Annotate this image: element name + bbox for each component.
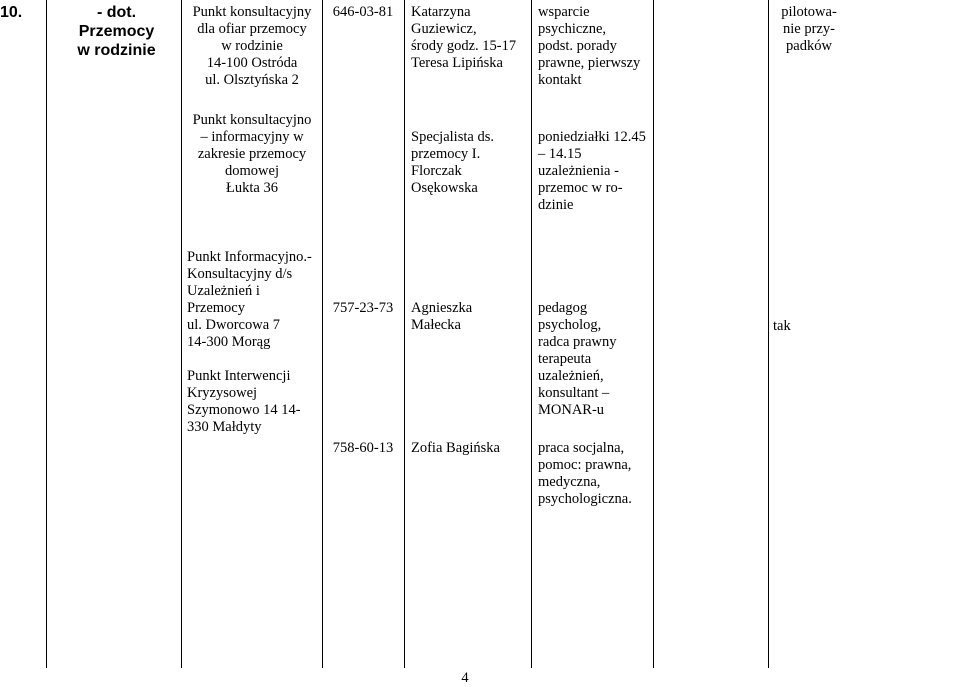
column-divider: [404, 0, 405, 668]
notes-cell: pilotowa- nie przy- padków: [781, 4, 837, 54]
services-cell: pedagog psycholog, radca prawny terapeuta uzależnień, konsultant – MONAR-u: [538, 300, 617, 418]
region-label: - dot. Przemocy w rodzinie: [77, 4, 156, 59]
institution-cell: Punkt Informacyjno.- Konsultacyjny d/s Uzależnień i Przemocy ul. Dworcowa 7 14-300 Morąg Punkt Interwencji Kryzysowej Szymonowo 14 14- 330 Małdyty: [187, 249, 312, 435]
row-number: 10.: [0, 4, 23, 21]
institution-cell: Punkt konsultacyjno – informacyjny w zakresie przemocy domowej Łukta 36: [192, 112, 312, 196]
phone-cell: 646-03-81: [332, 4, 394, 20]
column-divider: [322, 0, 323, 668]
column-divider: [46, 0, 47, 668]
contact-cell: Katarzyna Guziewicz, środy godz. 15-17 Teresa Lipińska: [411, 4, 517, 71]
notes-cell: tak: [773, 318, 791, 334]
column-divider: [653, 0, 654, 668]
page-number: 4: [461, 670, 469, 686]
services-cell: wsparcie psychiczne, podst. porady prawne, pierwszy kontakt: [538, 4, 641, 88]
column-divider: [181, 0, 182, 668]
contact-cell: Zofia Bagińska: [411, 440, 500, 456]
column-divider: [768, 0, 769, 668]
column-divider: [531, 0, 532, 668]
phone-cell: 758-60-13: [332, 440, 394, 456]
institution-cell: Punkt konsultacyjny dla ofiar przemocy w rodzinie 14-100 Ostróda ul. Olsztyńska 2: [192, 4, 312, 88]
contact-cell: Agnieszka Małecka: [411, 300, 473, 333]
services-cell: poniedziałki 12.45 – 14.15 uzależnienia - przemoc w ro- dzinie: [538, 129, 646, 213]
services-cell: praca socjalna, pomoc: prawna, medyczna, psychologiczna.: [538, 440, 632, 507]
contact-cell: Specjalista ds. przemocy I. Florczak Osękowska: [411, 129, 494, 196]
phone-cell: 757-23-73: [332, 300, 394, 316]
